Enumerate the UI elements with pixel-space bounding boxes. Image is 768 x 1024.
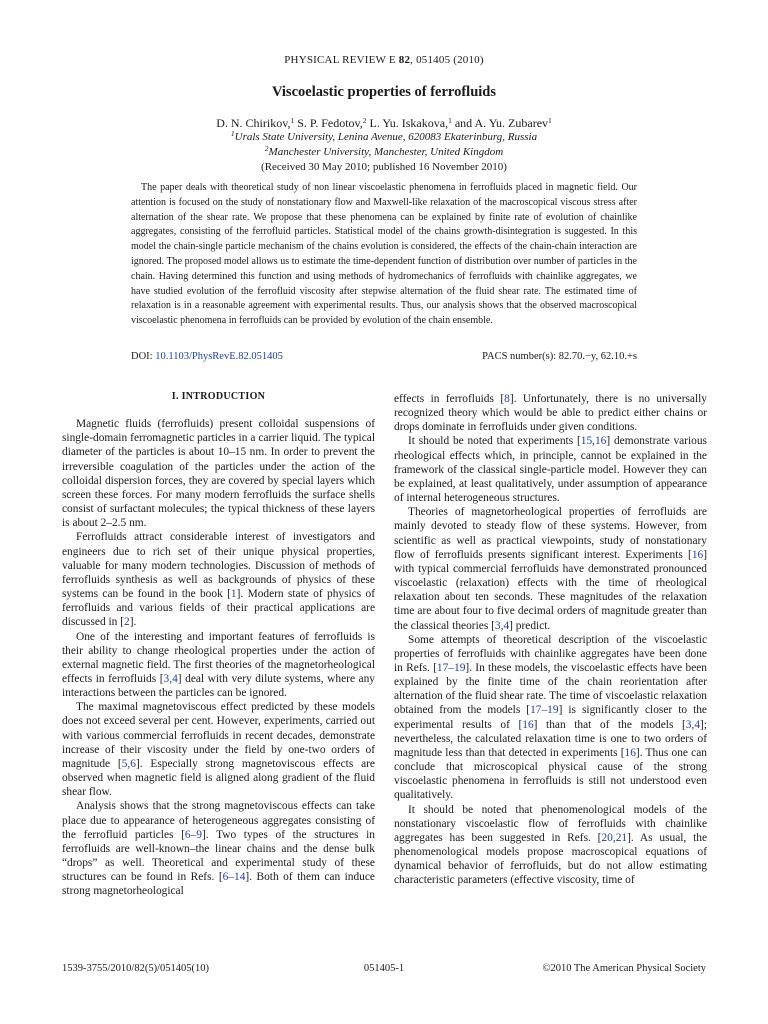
affiliation-mark: 1: [230, 129, 235, 138]
paragraph: [394, 633, 707, 803]
affiliation-text: Manchester University, Manchester, United Kingdom: [268, 146, 504, 158]
paragraph-text: ] with typical commercial ferrofluids have demonstrated pronounced viscoelastic (relaxation) effects with the time of rheological relaxation about ten seconds. These magnitudes of the relaxation time are about four to five decimal orders of magnitude greater than the classical theories [: [394, 548, 707, 632]
paragraph: [62, 700, 375, 799]
footer-page-number: 051405-1: [363, 963, 405, 974]
paragraph-text: ]. Modern state of physics of ferrofluids and various fields of their practical applications are discussed in [: [62, 588, 375, 629]
paragraph-text: Analysis shows that the strong magnetoviscous effects can take place due to appearance of heterogeneous aggregates consisting of the ferrofluid particles [: [62, 800, 375, 841]
paragraph-text: ]. Both of them can induce strong magnetorheological: [62, 871, 375, 898]
paragraph-text: effects in ferrofluids [: [394, 393, 505, 405]
affiliation-1: [0, 131, 768, 143]
citation-link[interactable]: 2: [124, 616, 130, 629]
doi-link[interactable]: 10.1103/PhysRevE.82.051405: [155, 351, 283, 362]
affiliation-2: [0, 146, 768, 158]
citation-link[interactable]: 8: [504, 393, 510, 405]
author-name: D. N. Chirikov,: [216, 116, 291, 130]
paragraph-text: Some attempts of theoretical description of the viscoelastic properties of ferrofluids with chainlike aggregates have been done in Refs. [: [394, 633, 707, 674]
section-heading: I. INTRODUCTION: [171, 391, 266, 402]
citation-link[interactable]: 17–19: [530, 704, 559, 717]
footer-copyright: ©2010 The American Physical Society: [542, 963, 706, 974]
author-name: and A. Yu. Zubarev: [451, 116, 549, 130]
affiliation-mark: 2: [264, 144, 269, 153]
author-affiliation-mark: 1: [548, 116, 552, 125]
journal-header: [0, 54, 768, 66]
received-dates: (Received 30 May 2010; published 16 November 2010): [261, 161, 507, 173]
pacs-numbers: PACS number(s): 82.70.−y, 62.10.+s: [482, 351, 637, 362]
citation-link[interactable]: 3,4: [685, 718, 701, 731]
paragraph-text: ] predict.: [509, 619, 551, 632]
affiliation-text: Urals State University, Lenina Avenue, 620083 Ekaterinburg, Russia: [234, 131, 538, 143]
paragraph-text: Theories of magnetorheological properties of ferrofluids are mainly devoted to steady flow of these systems. However, from scientific as well as practical viewpoints, study of nonstationary flow of ferrofluids presents significant interest. Experiments [: [394, 506, 707, 561]
paragraph-text: ]. As usual, the phenomenological models propose macroscopical equations of dynamical behavior of ferrofluids, but do not allow estimating characteristic parameters (effective viscosity, time of: [394, 831, 707, 887]
paragraph: [62, 630, 375, 701]
paragraph-text: It should be noted that experiments [: [408, 435, 581, 448]
author-name: S. P. Fedotov,: [294, 116, 363, 130]
paragraph-text: ] deal with very dilute systems, where any interactions between the particles can be ignored.: [62, 672, 375, 700]
citation-link[interactable]: 16: [522, 718, 534, 731]
paragraph-text: One of the interesting and important features of ferrofluids is their ability to change rheological properties under the action of external magnetic field. The first theories of the magnetorheological effects in ferrofluids [: [62, 630, 375, 685]
footer-issn: 1539-3755/2010/82(5)/051405(10): [62, 963, 209, 974]
paragraph-text: ]. Especially strong magnetoviscous effects are observed when magnetic field is aligned along gradient of the fluid shear flow.: [62, 757, 375, 799]
paragraph: [62, 799, 375, 898]
paragraph-text: ] is significantly closer to the experimental results of [: [394, 704, 707, 731]
author-affiliation-mark: 1: [448, 116, 452, 125]
citation-link[interactable]: 5,6: [121, 757, 136, 770]
citation-link[interactable]: 3,4: [494, 619, 510, 632]
doi-label: DOI:: [131, 351, 156, 362]
journal-volume: 82: [398, 54, 411, 66]
paragraph-text: Ferrofluids attract considerable interest of investigators and engineers due to rich set of their unique physical properties, valuable for many modern technologies. Discussion of methods of ferrofluids synthesis as well as backgrounds of physics of these systems can be found in the book [: [62, 531, 375, 601]
author-name: L. Yu. Iskakova,: [366, 116, 449, 130]
journal-article-info: , 051405 (2010): [410, 54, 484, 66]
paragraph: [394, 505, 707, 632]
author-list: [0, 116, 768, 131]
citation-link[interactable]: 1: [230, 588, 237, 601]
paragraph: [394, 434, 707, 505]
journal-name: PHYSICAL REVIEW E: [284, 54, 396, 66]
paragraph-text: It should be noted that phenomenological models of the nonstationary viscoelastic flow of ferrofluids with chainlike aggregates has been suggested in Refs. [: [394, 803, 707, 844]
abstract: The paper deals with theoretical study of non linear viscoelastic phenomena in ferrofluids placed in magnetic field. Our attention is focused on the study of nonstationary flow and Maxwell-like relaxation of the macroscopical viscous stress after alternation of the shear rate. We propose that these phenomena can be explained by finite rate of evolution of chainlike aggregates, consisting of the ferrofluid particles. Statistical model of the chains growth-disintegration is suggested. In this model the chain-single particle mechanism of the chains evolution is considered, the effects of the chain-chain interaction are ignored. The proposed model allows us to estimate the time-dependent function of distribution over number of particles in the chain. Having determined this function and using methods of hydromechanics of ferrofluids with chainlike aggregates, we have studied evolution of the ferrofluid viscosity after stepwise alternation of the fluid shear rate. The estimated time of relaxation is in a reasonable agreement with experimental results. Thus, our analysis shows that the observed macroscopical viscoelastic phenomena in ferrofluids can be provided by evolution of the chain ensemble.: [131, 182, 637, 327]
paragraph-text: ].: [129, 616, 137, 629]
citation-link[interactable]: 16: [624, 746, 636, 759]
paper-title: Viscoelastic properties of ferrofluids: [271, 84, 497, 100]
citation-link[interactable]: 16: [691, 548, 704, 561]
citation-link[interactable]: 3,4: [163, 672, 178, 685]
paragraph: [394, 803, 707, 888]
right-column: [394, 392, 707, 952]
paragraph-text: ] than that of the models [: [533, 718, 686, 731]
paragraph-text: The maximal magnetoviscous effect predicted by these models does not exceed several per cent. However, experiments, carried out with various commercial ferrofluids in recent decades, demonstrate increase of their viscosity under the field by one-two orders of magnitude [: [62, 701, 375, 770]
left-column: [62, 390, 375, 950]
paragraph: [394, 392, 707, 434]
citation-link[interactable]: 15,16: [580, 435, 607, 448]
paragraph: Magnetic fluids (ferrofluids) present colloidal suspensions of single-domain ferromagnetic particles in a carrier liquid. The typical diameter of the particles is about 10–15 nm. In order to prevent the irreversible coagulation of the particles under the action of the colloidal dispersion forces, they are covered by special layers which screen these forces. For many modern ferrofluids the surface shells consist of surfactant molecules; the typical thickness of these layers is about 2–2.5 nm.: [62, 418, 375, 530]
paragraph-text: ]. In these models, the viscoelastic effects have been explained by the finite time of the chain reorientation after alternation of the fluid shear rate. The time of viscoelastic relaxation obtained from the models [: [394, 661, 707, 717]
paragraph-text: ]. Unfortunately, there is no universally recognized theory which would be able to predict either chains or drops dominate in ferrofluids under given conditions.: [394, 393, 707, 434]
citation-link[interactable]: 6–9: [184, 828, 202, 841]
citation-link[interactable]: 6–14: [222, 871, 246, 884]
citation-link[interactable]: 20,21: [601, 831, 628, 844]
paragraph-text: ]. Thus one can conclude that microscopical physical cause of the strong viscoelastic phenomena in ferrofluids is still not understood even qualitatively.: [394, 746, 707, 802]
paragraph: [62, 530, 375, 629]
doi: [131, 351, 283, 362]
paragraph-text: ] demonstrate various rheological effects which, in principle, cannot be explained in the framework of the classical single-particle model. However they can be explained, at least qualitatively, under assumption of appearance of internal heterogeneous structures.: [394, 435, 707, 505]
paragraph-text: ]; nevertheless, the calculated relaxation time is one to two orders of magnitude less than that detected in experiments [: [394, 718, 707, 759]
author-affiliation-mark: 2: [362, 116, 367, 125]
author-affiliation-mark: 1: [290, 116, 295, 125]
citation-link[interactable]: 17–19: [436, 661, 466, 674]
paragraph-text: ]. Two types of the structures in ferrofluids are well-known–the linear chains and the dense bulk “drops” as well. Theoretical and experimental study of these structures can be found in Refs. [: [62, 828, 375, 884]
